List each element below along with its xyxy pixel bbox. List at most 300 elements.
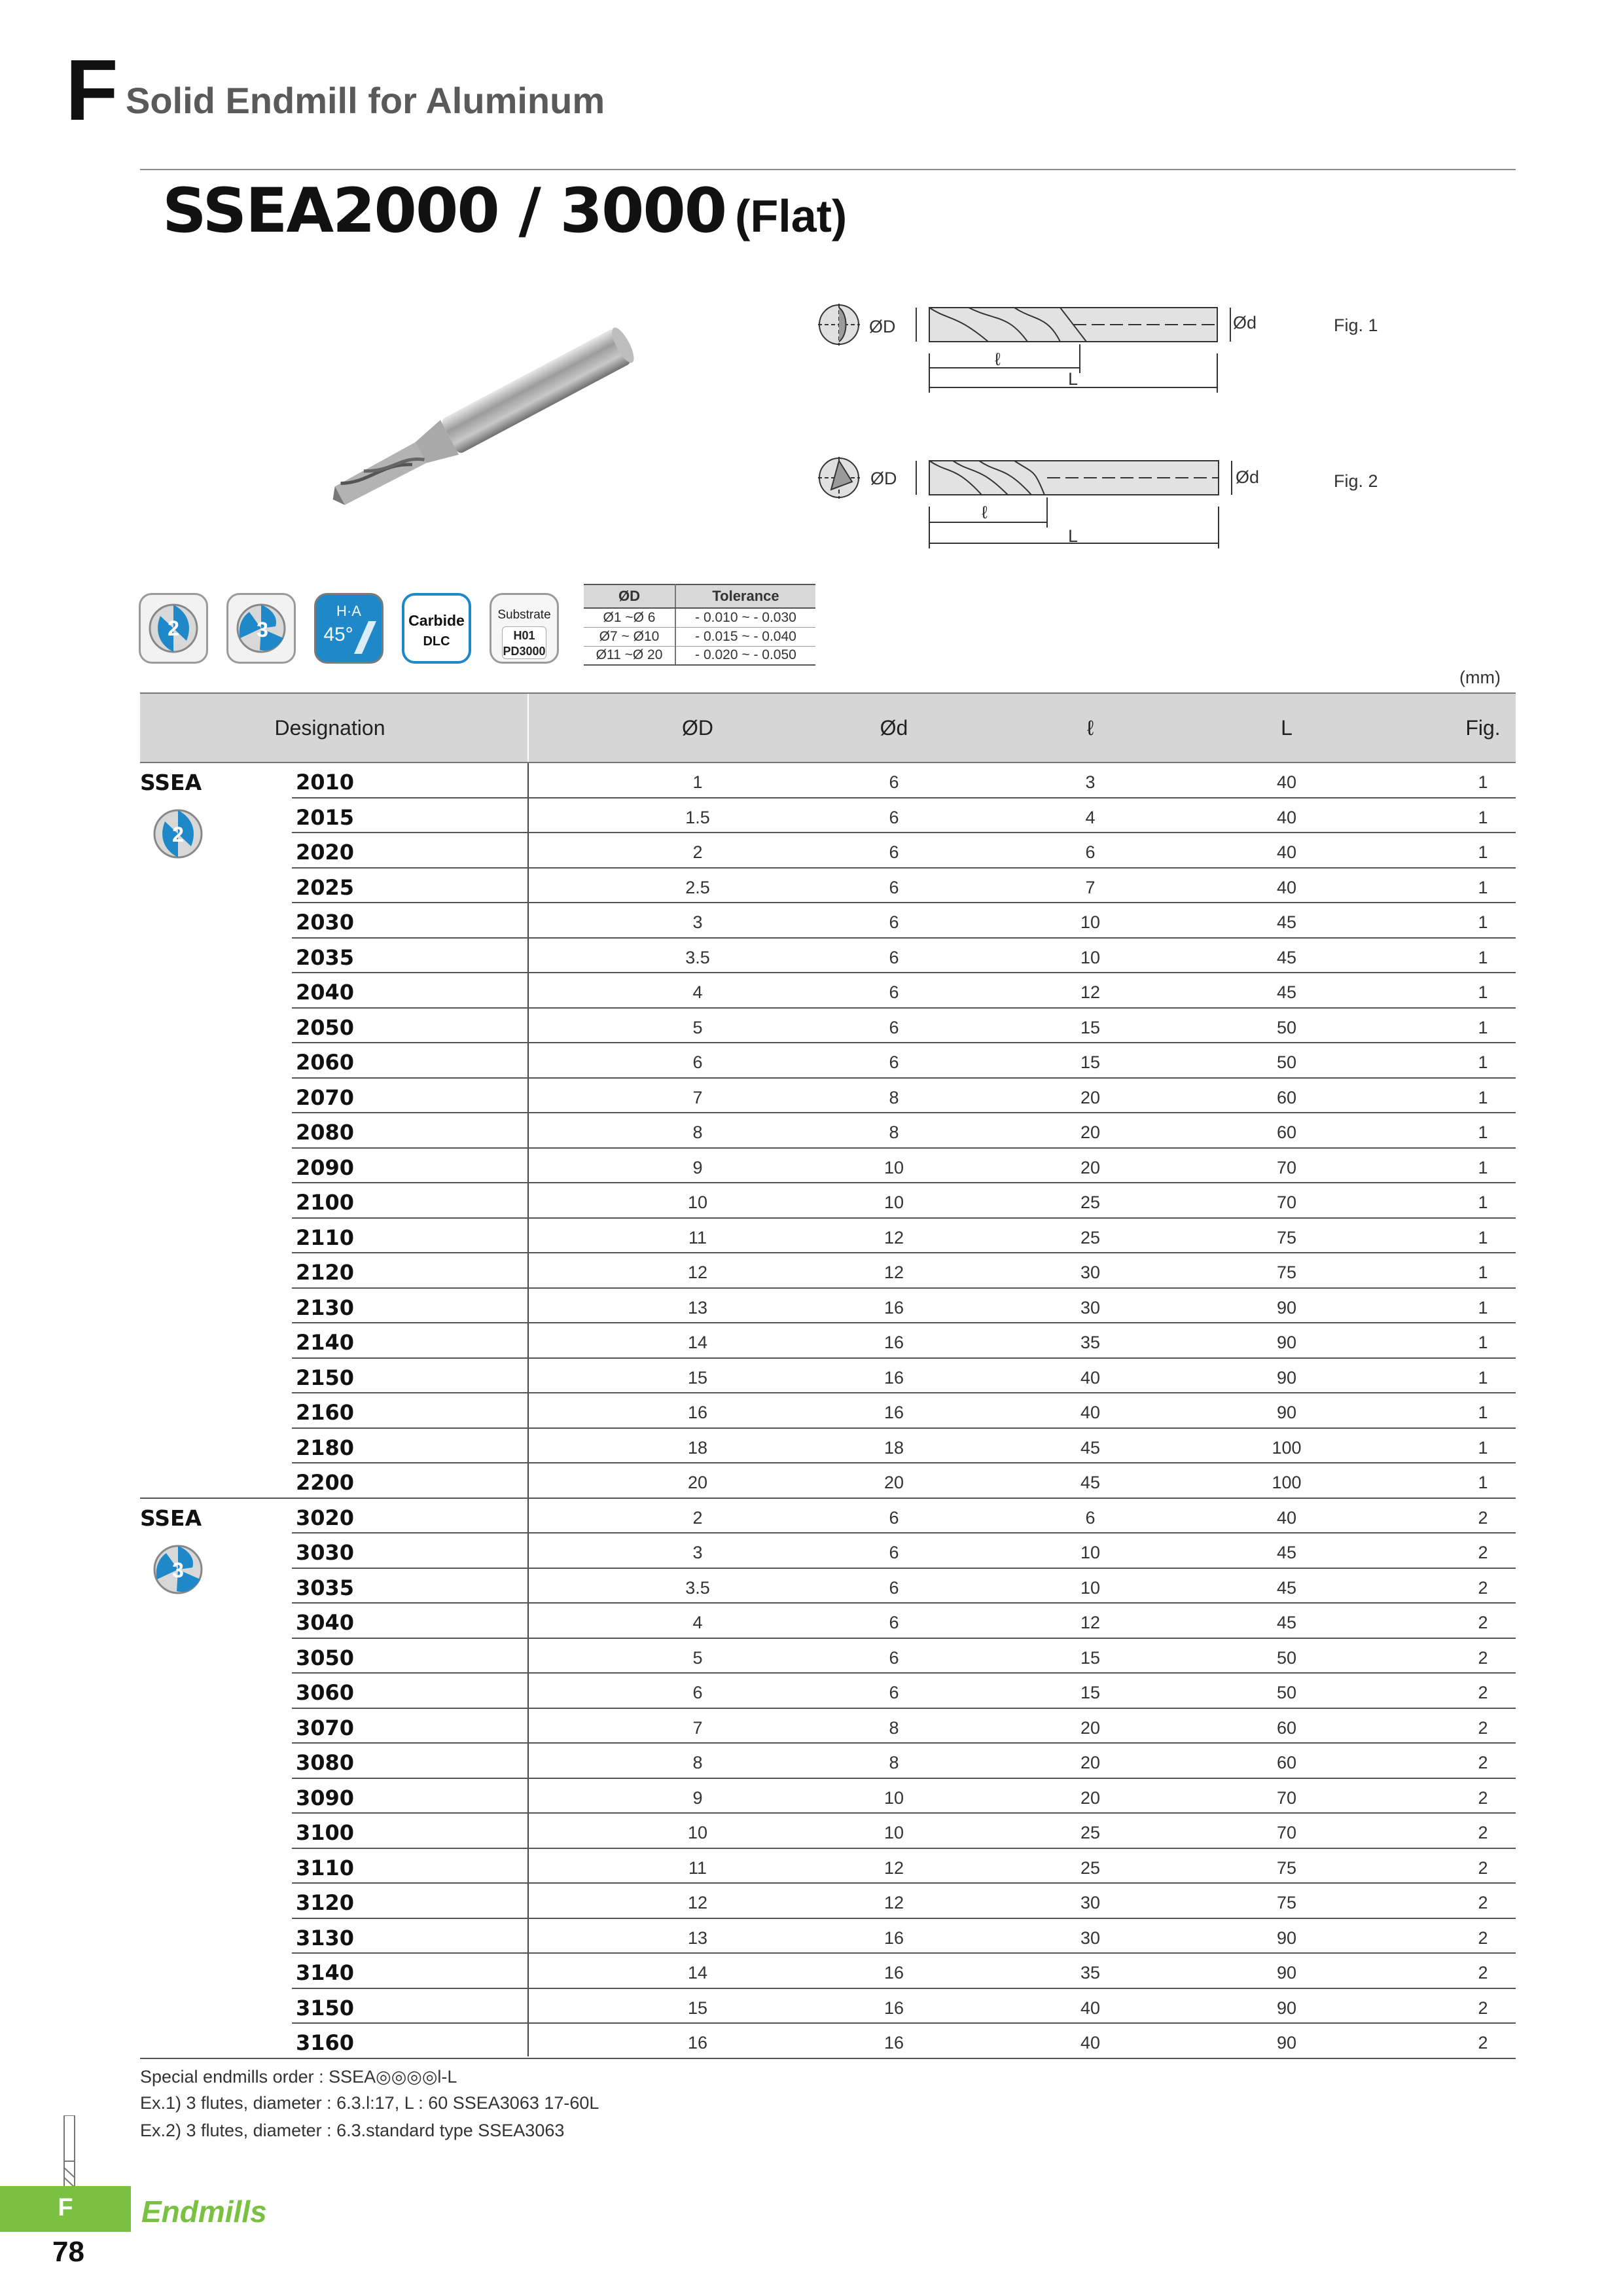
cell-l: 10 — [1080, 912, 1101, 932]
cell-fig: 1 — [1478, 1473, 1488, 1492]
designation: 2025 — [296, 874, 355, 900]
cell-l: 20 — [1080, 1087, 1101, 1107]
cell-L: 45 — [1276, 982, 1297, 1002]
cell-fig: 1 — [1478, 1157, 1488, 1177]
cell-L: 90 — [1276, 1403, 1297, 1422]
cell-fig: 2 — [1478, 1753, 1488, 1772]
cell-l: 6 — [1085, 1507, 1096, 1528]
cell-fig: 1 — [1478, 842, 1488, 862]
cell-D: 15 — [687, 1998, 708, 2018]
cell-D: 5 — [692, 1647, 703, 1668]
svg-text:3: 3 — [172, 1558, 184, 1582]
cell-D: 8 — [692, 1753, 703, 1772]
cell-fig: 2 — [1478, 1647, 1488, 1668]
cell-d: 6 — [889, 1017, 899, 1037]
cell-fig: 2 — [1478, 1577, 1488, 1598]
cell-l: 7 — [1085, 877, 1096, 897]
header-l: ℓ — [1086, 716, 1094, 740]
cell-fig: 1 — [1478, 807, 1488, 827]
cell-D: 7 — [692, 1087, 703, 1107]
cell-l: 4 — [1085, 807, 1096, 827]
cell-fig: 1 — [1478, 1367, 1488, 1388]
table-row — [140, 1989, 1516, 2024]
designation: 3020 — [296, 1505, 355, 1530]
designation: 3090 — [296, 1785, 355, 1810]
cell-D: 3 — [692, 912, 703, 932]
table-row — [140, 1569, 1516, 1604]
helix-angle-icon — [314, 593, 383, 664]
cell-fig: 1 — [1478, 877, 1488, 897]
cell-L: 90 — [1276, 1998, 1297, 2018]
cell-fig: 1 — [1478, 1052, 1488, 1072]
cell-d: 16 — [883, 1367, 904, 1388]
designation: 3050 — [296, 1645, 355, 1670]
cell-l: 30 — [1080, 1893, 1101, 1912]
cell-D: 11 — [688, 1857, 707, 1878]
cell-l: 12 — [1080, 1613, 1101, 1632]
section-tab: F — [0, 2186, 131, 2229]
designation: 2110 — [296, 1225, 355, 1250]
designation: 3060 — [296, 1680, 355, 1705]
cell-fig: 1 — [1478, 982, 1488, 1002]
cell-l: 15 — [1080, 1017, 1101, 1037]
table-row — [140, 1289, 1516, 1324]
cell-D: 13 — [687, 1297, 708, 1318]
cell-L: 75 — [1276, 1263, 1297, 1282]
section-letter: F — [65, 42, 118, 138]
table-row — [140, 1499, 1516, 1534]
cell-L: 45 — [1276, 1577, 1297, 1598]
three-flute-text: 3 — [257, 618, 268, 641]
cell-L: 50 — [1276, 1683, 1297, 1702]
table-row — [140, 1849, 1516, 1884]
two-flute-icon — [139, 593, 208, 664]
cell-l: 10 — [1080, 1543, 1101, 1562]
cell-l: 20 — [1080, 1753, 1101, 1772]
cell-l: 30 — [1080, 1297, 1101, 1318]
cell-d: 8 — [889, 1087, 899, 1107]
cell-l: 6 — [1085, 842, 1096, 862]
cell-L: 60 — [1276, 1717, 1297, 1738]
tol-value: - 0.015 ~ - 0.040 — [675, 627, 815, 646]
table-row — [140, 798, 1516, 834]
cell-D: 1.5 — [685, 807, 710, 827]
substrate-icon — [490, 593, 559, 664]
cell-d: 16 — [883, 1297, 904, 1318]
designation: 2090 — [296, 1155, 355, 1180]
cell-fig: 1 — [1478, 1122, 1488, 1142]
cell-D: 6 — [692, 1052, 703, 1072]
cell-l: 45 — [1080, 1437, 1101, 1458]
header-separator — [527, 694, 529, 762]
fig1-dim-L: L — [1068, 369, 1079, 389]
cell-l: 40 — [1080, 1403, 1101, 1422]
fig1-dim-d: Ød — [1233, 313, 1257, 332]
cell-D: 2 — [692, 842, 703, 862]
designation: 2200 — [296, 1470, 355, 1495]
cell-L: 45 — [1276, 1543, 1297, 1562]
cell-L: 45 — [1276, 912, 1297, 932]
cell-D: 2.5 — [685, 877, 710, 897]
cell-fig: 2 — [1478, 1928, 1488, 1948]
page-number: 78 — [52, 2236, 84, 2268]
cell-d: 18 — [883, 1437, 904, 1458]
cell-l: 20 — [1080, 1787, 1101, 1808]
cell-fig: 1 — [1478, 947, 1488, 967]
designation: 2150 — [296, 1365, 355, 1390]
designation: 3160 — [296, 2030, 355, 2055]
svg-text:2: 2 — [172, 823, 184, 846]
cell-L: 40 — [1276, 772, 1297, 792]
cell-l: 25 — [1080, 1857, 1101, 1878]
cell-d: 6 — [889, 982, 899, 1002]
cell-D: 11 — [688, 1227, 707, 1247]
note-example-2: Ex.2) 3 flutes, diameter : 6.3.standard type SSEA3063 — [140, 2121, 565, 2140]
cell-fig: 1 — [1478, 1333, 1488, 1352]
cell-l: 40 — [1080, 1367, 1101, 1388]
table-row — [140, 973, 1516, 1009]
designation: 3040 — [296, 1610, 355, 1635]
tol-header-tolerance: Tolerance — [675, 584, 815, 608]
cell-l: 12 — [1080, 982, 1101, 1002]
cell-D: 1 — [692, 772, 703, 792]
cell-D: 16 — [687, 1403, 708, 1422]
designation: 2060 — [296, 1050, 355, 1075]
cell-D: 12 — [687, 1263, 708, 1282]
two-flute-text: 2 — [168, 617, 179, 640]
designation: 2100 — [296, 1190, 355, 1215]
cell-L: 70 — [1276, 1823, 1297, 1842]
header-rule — [140, 169, 1516, 170]
endmill-photo — [301, 308, 668, 530]
designation: 3030 — [296, 1540, 355, 1565]
cell-D: 14 — [687, 1333, 708, 1352]
tol-range: Ø11 ~Ø 20 — [584, 646, 675, 665]
cell-fig: 2 — [1478, 1893, 1488, 1912]
cell-l: 25 — [1080, 1823, 1101, 1842]
cell-D: 5 — [692, 1017, 703, 1037]
fig1-dim-D: ØD — [869, 317, 896, 336]
header-fig: Fig. — [1465, 716, 1501, 740]
cell-d: 12 — [883, 1857, 904, 1878]
cell-d: 16 — [883, 1333, 904, 1352]
substrate-grades — [502, 626, 546, 659]
table-row — [140, 833, 1516, 869]
cell-fig: 1 — [1478, 1087, 1488, 1107]
cell-l: 15 — [1080, 1052, 1101, 1072]
cell-fig: 2 — [1478, 1507, 1488, 1528]
table-row — [140, 869, 1516, 904]
table-row — [140, 1954, 1516, 1989]
cell-D: 10 — [687, 1823, 708, 1842]
cell-d: 16 — [883, 1998, 904, 2018]
designation: 2040 — [296, 980, 355, 1005]
cell-D: 3.5 — [685, 1577, 710, 1598]
table-row — [140, 1674, 1516, 1709]
table-row — [140, 1183, 1516, 1219]
designation: 2050 — [296, 1014, 355, 1040]
cell-D: 8 — [692, 1122, 703, 1142]
cell-l: 15 — [1080, 1683, 1101, 1702]
table-row — [140, 1779, 1516, 1814]
cell-fig: 1 — [1478, 1437, 1488, 1458]
cell-fig: 1 — [1478, 1193, 1488, 1212]
cell-L: 40 — [1276, 877, 1297, 897]
product-title — [162, 175, 847, 247]
cell-L: 40 — [1276, 807, 1297, 827]
cell-L: 90 — [1276, 1367, 1297, 1388]
designation: 3120 — [296, 1890, 355, 1915]
table-row — [140, 1219, 1516, 1254]
tol-value: - 0.020 ~ - 0.050 — [675, 646, 815, 665]
cell-l: 15 — [1080, 1647, 1101, 1668]
designation: 2020 — [296, 840, 355, 865]
helix-value: 45° — [323, 624, 353, 645]
tol-row — [584, 608, 815, 627]
cell-d: 6 — [889, 1543, 899, 1562]
cell-d: 16 — [883, 2033, 904, 2053]
cell-l: 40 — [1080, 1998, 1101, 2018]
designation: 3150 — [296, 1995, 355, 2020]
tol-range: Ø7 ~ Ø10 — [584, 627, 675, 646]
designation: 3130 — [296, 1925, 355, 1950]
cell-d: 10 — [883, 1823, 904, 1842]
cell-D: 7 — [692, 1717, 703, 1738]
note-example-1: Ex.1) 3 flutes, diameter : 6.3.l:17, L : 60 SSEA3063 17-60L — [140, 2093, 599, 2113]
coating-bottom: DLC — [423, 634, 450, 649]
cell-D: 3 — [692, 1543, 703, 1562]
table-row — [140, 903, 1516, 939]
substrate-line2: PD3000 — [503, 645, 546, 658]
table-row — [140, 1709, 1516, 1744]
fig1-dim-l: ℓ — [995, 350, 1001, 369]
cell-l: 25 — [1080, 1227, 1101, 1247]
cell-d: 6 — [889, 1647, 899, 1668]
cell-fig: 1 — [1478, 1297, 1488, 1318]
header-D: ØD — [682, 716, 713, 740]
cell-fig: 2 — [1478, 2033, 1488, 2053]
table-row — [140, 763, 1516, 798]
header-d: Ød — [880, 716, 908, 740]
cell-d: 16 — [883, 1403, 904, 1422]
section-title: Solid Endmill for Aluminum — [126, 80, 605, 121]
cell-L: 45 — [1276, 1613, 1297, 1632]
cell-L: 50 — [1276, 1647, 1297, 1668]
table-row — [140, 1744, 1516, 1779]
cell-L: 75 — [1276, 1227, 1297, 1247]
note-order: Special endmills order : SSEA◎◎◎◎l-L — [140, 2067, 457, 2087]
cell-D: 6 — [692, 1683, 703, 1702]
cell-fig: 2 — [1478, 1543, 1488, 1562]
fig2-dim-d: Ød — [1236, 467, 1260, 487]
table-row — [140, 1429, 1516, 1464]
fig2-label: Fig. 2 — [1334, 471, 1378, 491]
cell-fig: 1 — [1478, 772, 1488, 792]
cell-d: 10 — [883, 1787, 904, 1808]
table-row — [140, 2024, 1516, 2059]
cell-l: 30 — [1080, 1263, 1101, 1282]
designation: 2010 — [296, 770, 355, 795]
cell-L: 40 — [1276, 842, 1297, 862]
cell-L: 90 — [1276, 1333, 1297, 1352]
coating-icon — [402, 593, 471, 664]
cell-D: 4 — [692, 1613, 703, 1632]
cell-fig: 1 — [1478, 1227, 1488, 1247]
cell-L: 100 — [1272, 1473, 1302, 1492]
table-row — [140, 1463, 1516, 1499]
cell-d: 6 — [889, 1577, 899, 1598]
table-row — [140, 1253, 1516, 1289]
cell-L: 90 — [1276, 1297, 1297, 1318]
cell-fig: 1 — [1478, 1263, 1488, 1282]
substrate-line1: H01 — [513, 629, 535, 642]
cell-D: 4 — [692, 982, 703, 1002]
cell-L: 60 — [1276, 1122, 1297, 1142]
designation: 3110 — [296, 1855, 355, 1880]
cell-l: 35 — [1080, 1963, 1101, 1982]
table-row — [140, 1639, 1516, 1674]
section-name: Endmills — [141, 2195, 267, 2229]
table-row — [140, 1814, 1516, 1849]
cell-D: 20 — [687, 1473, 708, 1492]
substrate-title: Substrate — [497, 608, 551, 622]
designation: 2080 — [296, 1120, 355, 1145]
tol-header-d: ØD — [584, 584, 675, 608]
three-flute-icon — [226, 593, 296, 664]
tol-range: Ø1 ~Ø 6 — [584, 608, 675, 627]
fig2-dim-L: L — [1068, 526, 1079, 546]
cell-D: 9 — [692, 1787, 703, 1808]
cell-d: 6 — [889, 947, 899, 967]
main-table-header — [140, 692, 1516, 763]
fig1-label: Fig. 1 — [1334, 315, 1378, 335]
cell-L: 70 — [1276, 1193, 1297, 1212]
cell-l: 45 — [1080, 1473, 1101, 1492]
table-row — [140, 1604, 1516, 1639]
cell-fig: 2 — [1478, 1683, 1488, 1702]
header-L: L — [1281, 716, 1293, 740]
cell-L: 50 — [1276, 1017, 1297, 1037]
cell-l: 10 — [1080, 1577, 1101, 1598]
fig2-dim-D: ØD — [870, 469, 897, 488]
table-row — [140, 1149, 1516, 1184]
cell-L: 100 — [1272, 1437, 1302, 1458]
unit-label: (mm) — [1459, 668, 1501, 687]
cell-d: 6 — [889, 877, 899, 897]
cell-fig: 1 — [1478, 912, 1488, 932]
cell-d: 6 — [889, 1052, 899, 1072]
table-row — [140, 1359, 1516, 1394]
cell-fig: 1 — [1478, 1017, 1488, 1037]
product-model: SSEA2000 / 3000 — [162, 175, 726, 247]
row-rule — [140, 2058, 1516, 2059]
cell-D: 16 — [687, 2033, 708, 2053]
cell-fig: 2 — [1478, 1717, 1488, 1738]
cell-d: 12 — [883, 1893, 904, 1912]
cell-d: 8 — [889, 1717, 899, 1738]
table-row — [140, 939, 1516, 974]
table-row — [140, 1323, 1516, 1359]
cell-fig: 2 — [1478, 1963, 1488, 1982]
cell-l: 25 — [1080, 1193, 1101, 1212]
cell-fig: 2 — [1478, 1613, 1488, 1632]
designation: 3080 — [296, 1750, 355, 1775]
tolerance-table — [584, 584, 815, 666]
cell-l: 35 — [1080, 1333, 1101, 1352]
cell-d: 6 — [889, 807, 899, 827]
cell-l: 3 — [1085, 772, 1096, 792]
cell-d: 8 — [889, 1122, 899, 1142]
cell-L: 70 — [1276, 1787, 1297, 1808]
technical-drawings — [798, 288, 1492, 576]
cell-d: 8 — [889, 1753, 899, 1772]
designation: 2140 — [296, 1330, 355, 1355]
designation: 2130 — [296, 1295, 355, 1320]
cell-d: 6 — [889, 1507, 899, 1528]
cell-l: 10 — [1080, 947, 1101, 967]
cell-D: 9 — [692, 1157, 703, 1177]
dimension-drawing — [798, 288, 1492, 576]
cell-d: 20 — [883, 1473, 904, 1492]
group-label: SSEA — [140, 1505, 202, 1531]
cell-D: 3.5 — [685, 947, 710, 967]
cell-fig: 2 — [1478, 1823, 1488, 1842]
header-designation: Designation — [274, 716, 385, 740]
designation: 3070 — [296, 1715, 355, 1740]
cell-fig: 1 — [1478, 1403, 1488, 1422]
designation: 2070 — [296, 1085, 355, 1110]
cell-fig: 2 — [1478, 1857, 1488, 1878]
designation: 3140 — [296, 1960, 355, 1985]
tol-row — [584, 646, 815, 665]
designation: 2120 — [296, 1260, 355, 1285]
cell-L: 90 — [1276, 1963, 1297, 1982]
table-row — [140, 1043, 1516, 1079]
cell-L: 90 — [1276, 2033, 1297, 2053]
cell-L: 50 — [1276, 1052, 1297, 1072]
cell-l: 20 — [1080, 1122, 1101, 1142]
cell-L: 60 — [1276, 1753, 1297, 1772]
table-row — [140, 1884, 1516, 1919]
cell-D: 12 — [687, 1893, 708, 1912]
cell-l: 30 — [1080, 1928, 1101, 1948]
table-row — [140, 1009, 1516, 1044]
cell-d: 6 — [889, 1683, 899, 1702]
cell-L: 70 — [1276, 1157, 1297, 1177]
cell-fig: 2 — [1478, 1998, 1488, 2018]
cell-d: 10 — [883, 1157, 904, 1177]
cell-l: 40 — [1080, 2033, 1101, 2053]
tol-row — [584, 627, 815, 646]
designation: 2035 — [296, 944, 355, 970]
cell-D: 15 — [687, 1367, 708, 1388]
cell-L: 60 — [1276, 1087, 1297, 1107]
designation: 2180 — [296, 1435, 355, 1460]
group-label: SSEA — [140, 770, 202, 795]
cell-l: 20 — [1080, 1717, 1101, 1738]
cell-l: 20 — [1080, 1157, 1101, 1177]
cell-d: 16 — [883, 1928, 904, 1948]
table-row — [140, 1113, 1516, 1149]
fig2-dim-l: ℓ — [982, 503, 988, 522]
cell-d: 6 — [889, 1613, 899, 1632]
cell-d: 6 — [889, 772, 899, 792]
table-row — [140, 1919, 1516, 1954]
cell-D: 10 — [687, 1193, 708, 1212]
cell-D: 13 — [687, 1928, 708, 1948]
table-row — [140, 1393, 1516, 1429]
table-row — [140, 1534, 1516, 1569]
